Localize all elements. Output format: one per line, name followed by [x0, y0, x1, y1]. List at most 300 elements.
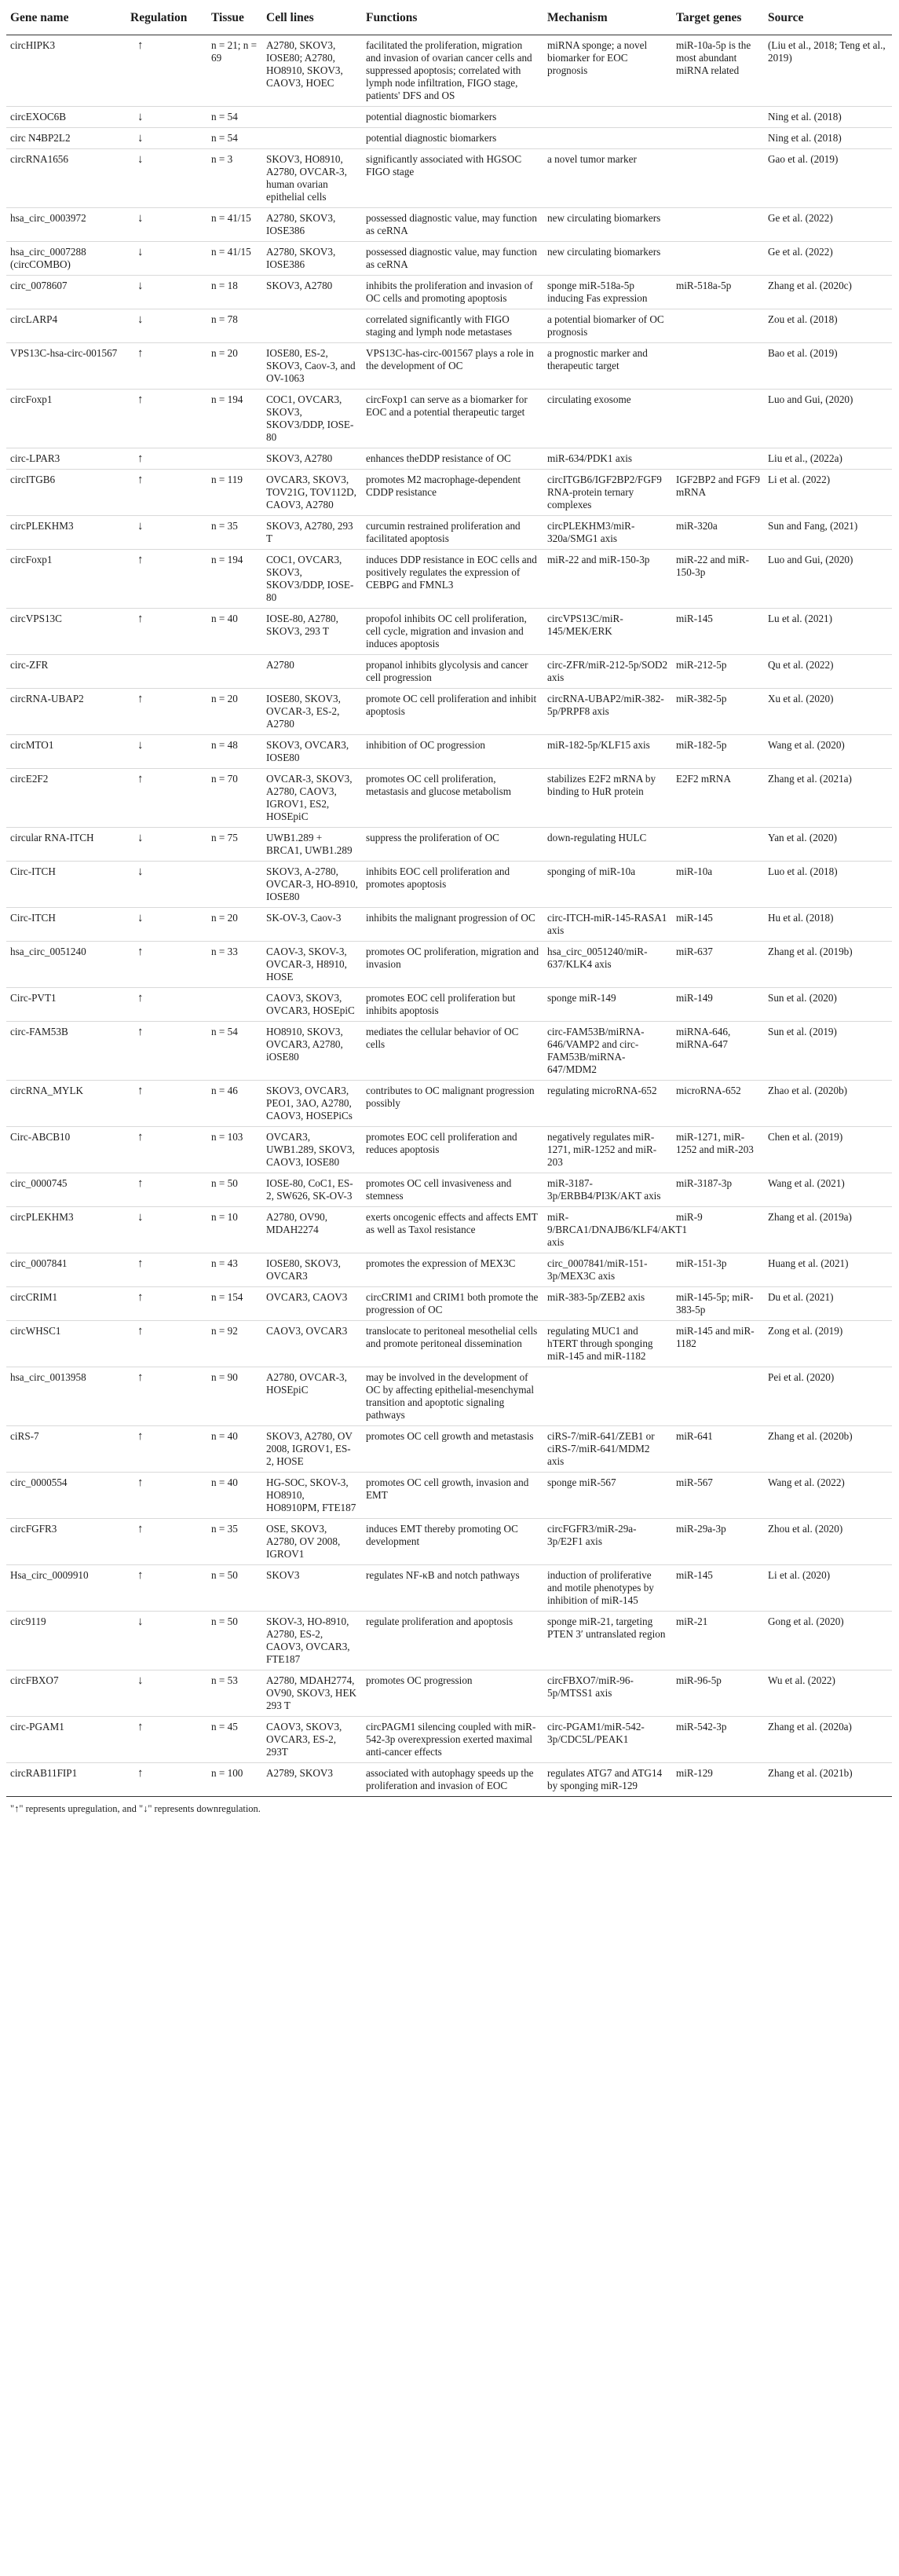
- table-row: [6, 1612, 892, 1670]
- table-row: [6, 128, 892, 149]
- cell-tissue: n = 194: [207, 550, 262, 609]
- cell-mechanism: miR-9/BRCA1/DNAJB6/KLF4/AKT1 axis: [543, 1207, 672, 1253]
- cell-regulation: ↑: [126, 1565, 207, 1612]
- cell-gene-name: circWHSC1: [6, 1321, 126, 1367]
- cell-tissue: n = 41/15: [207, 208, 262, 242]
- header-source: Source: [764, 5, 892, 35]
- cell-tissue: n = 78: [207, 309, 262, 343]
- cell-gene-name: VPS13C-hsa-circ-001567: [6, 343, 126, 390]
- cell-source: Liu et al., (2022a): [764, 448, 892, 470]
- table-row: [6, 550, 892, 609]
- cell-functions: curcumin restrained proliferation and facilitated apoptosis: [362, 516, 543, 550]
- cell-regulation: ↑: [126, 390, 207, 448]
- cell-mechanism: sponging of miR-10a: [543, 862, 672, 908]
- cell-cell-lines: SKOV3, OVCAR3, IOSE80: [262, 735, 362, 769]
- cell-cell-lines: SKOV3, A2780: [262, 276, 362, 309]
- cell-gene-name: circPLEKHM3: [6, 516, 126, 550]
- cell-functions: promotes EOC cell proliferation but inhibits apoptosis: [362, 988, 543, 1022]
- table-row: [6, 1670, 892, 1717]
- cell-tissue: n = 20: [207, 689, 262, 735]
- cell-mechanism: circ-ZFR/miR-212-5p/SOD2 axis: [543, 655, 672, 689]
- cell-cell-lines: CAOV3, SKOV3, OVCAR3, ES-2, 293T: [262, 1717, 362, 1763]
- cell-target-genes: [672, 448, 764, 470]
- cell-functions: translocate to peritoneal mesothelial cells and promote peritoneal dissemination: [362, 1321, 543, 1367]
- cell-target-genes: [672, 390, 764, 448]
- table-body: [6, 35, 892, 1797]
- cell-functions: promotes OC proliferation, migration and invasion: [362, 942, 543, 988]
- cell-gene-name: circFoxp1: [6, 550, 126, 609]
- cell-source: Luo and Gui, (2020): [764, 390, 892, 448]
- cell-source: Sun et al. (2020): [764, 988, 892, 1022]
- cell-source: Wu et al. (2022): [764, 1670, 892, 1717]
- cell-tissue: [207, 448, 262, 470]
- cell-mechanism: regulates ATG7 and ATG14 by sponging miR-129: [543, 1763, 672, 1797]
- cell-tissue: [207, 655, 262, 689]
- cell-tissue: n = 40: [207, 609, 262, 655]
- cell-regulation: ↓: [126, 276, 207, 309]
- cell-cell-lines: [262, 309, 362, 343]
- cell-regulation: ↑: [126, 448, 207, 470]
- cell-gene-name: Circ-ITCH: [6, 862, 126, 908]
- cell-regulation: ↑: [126, 1173, 207, 1207]
- cell-functions: contributes to OC malignant progression possibly: [362, 1081, 543, 1127]
- table-footnote: "↑" represents upregulation, and "↓" represents downregulation.: [10, 1803, 261, 1814]
- cell-cell-lines: CAOV3, SKOV3, OVCAR3, HOSEpiC: [262, 988, 362, 1022]
- cell-source: Zhou et al. (2020): [764, 1519, 892, 1565]
- cell-gene-name: hsa_circ_0003972: [6, 208, 126, 242]
- cell-tissue: n = 70: [207, 769, 262, 828]
- cell-functions: promotes OC cell growth and metastasis: [362, 1426, 543, 1473]
- cell-cell-lines: [262, 128, 362, 149]
- cell-mechanism: miR-22 and miR-150-3p: [543, 550, 672, 609]
- cell-cell-lines: A2780, SKOV3, IOSE80; A2780, HO8910, SKOV3, CAOV3, HOEC: [262, 35, 362, 107]
- cell-mechanism: new circulating biomarkers: [543, 242, 672, 276]
- table-row: [6, 309, 892, 343]
- cell-regulation: ↑: [126, 1321, 207, 1367]
- cell-regulation: ↑: [126, 1081, 207, 1127]
- cell-tissue: n = 50: [207, 1173, 262, 1207]
- cell-functions: potential diagnostic biomarkers: [362, 107, 543, 128]
- cell-source: Zong et al. (2019): [764, 1321, 892, 1367]
- cell-cell-lines: A2780, SKOV3, IOSE386: [262, 242, 362, 276]
- cell-functions: enhances theDDP resistance of OC: [362, 448, 543, 470]
- cell-functions: exerts oncogenic effects and affects EMT as well as Taxol resistance: [362, 1207, 543, 1253]
- cell-target-genes: miR-145-5p; miR-383-5p: [672, 1287, 764, 1321]
- cell-source: Wang et al. (2020): [764, 735, 892, 769]
- cell-regulation: ↓: [126, 1612, 207, 1670]
- cell-cell-lines: A2780: [262, 655, 362, 689]
- cell-mechanism: circ-FAM53B/miRNA-646/VAMP2 and circ-FAM53B/miRNA-647/MDM2: [543, 1022, 672, 1081]
- cell-target-genes: miR-382-5p: [672, 689, 764, 735]
- cell-gene-name: circ9119: [6, 1612, 126, 1670]
- cell-regulation: ↓: [126, 908, 207, 942]
- table-row: [6, 242, 892, 276]
- cell-functions: inhibition of OC progression: [362, 735, 543, 769]
- cell-target-genes: [672, 149, 764, 208]
- cell-cell-lines: A2780, OVCAR-3, HOSEpiC: [262, 1367, 362, 1426]
- cell-regulation: ↑: [126, 550, 207, 609]
- cell-cell-lines: HO8910, SKOV3, OVCAR3, A2780, iOSE80: [262, 1022, 362, 1081]
- cell-source: Luo et al. (2018): [764, 862, 892, 908]
- cell-regulation: ↑: [126, 1717, 207, 1763]
- cell-cell-lines: [262, 107, 362, 128]
- table-row: [6, 689, 892, 735]
- cell-functions: facilitated the proliferation, migration and invasion of ovarian cancer cells and suppressed apoptosis; correlated with lymph node infiltration, FIGO stage, patients' DFS and OS: [362, 35, 543, 107]
- cell-gene-name: circ-PGAM1: [6, 1717, 126, 1763]
- cell-target-genes: [672, 343, 764, 390]
- cell-source: Bao et al. (2019): [764, 343, 892, 390]
- table-row: [6, 448, 892, 470]
- cell-tissue: n = 40: [207, 1473, 262, 1519]
- cell-gene-name: circE2F2: [6, 769, 126, 828]
- cell-mechanism: circRNA-UBAP2/miR-382-5p/PRPF8 axis: [543, 689, 672, 735]
- cell-tissue: n = 54: [207, 107, 262, 128]
- cell-cell-lines: SKOV3, A2780, 293 T: [262, 516, 362, 550]
- cell-source: Ge et al. (2022): [764, 242, 892, 276]
- cell-tissue: n = 46: [207, 1081, 262, 1127]
- cell-target-genes: miR-212-5p: [672, 655, 764, 689]
- cell-regulation: ↑: [126, 1127, 207, 1173]
- cell-source: Zhang et al. (2019a): [764, 1207, 892, 1253]
- table-row: [6, 1207, 892, 1253]
- cell-mechanism: miR-3187-3p/ERBB4/PI3K/AKT axis: [543, 1173, 672, 1207]
- cell-gene-name: circ-ZFR: [6, 655, 126, 689]
- cell-functions: promotes OC cell growth, invasion and EMT: [362, 1473, 543, 1519]
- cell-source: Ning et al. (2018): [764, 128, 892, 149]
- cell-gene-name: circRAB11FIP1: [6, 1763, 126, 1797]
- cell-target-genes: miR-145: [672, 908, 764, 942]
- cell-tissue: n = 33: [207, 942, 262, 988]
- cell-target-genes: miR-129: [672, 1763, 764, 1797]
- cell-mechanism: [543, 107, 672, 128]
- cell-target-genes: miR-145: [672, 609, 764, 655]
- cell-regulation: ↓: [126, 149, 207, 208]
- cell-target-genes: microRNA-652: [672, 1081, 764, 1127]
- cell-gene-name: circ_0000554: [6, 1473, 126, 1519]
- cell-regulation: ↓: [126, 735, 207, 769]
- cell-target-genes: miR-320a: [672, 516, 764, 550]
- cell-target-genes: miR-637: [672, 942, 764, 988]
- table-row: [6, 988, 892, 1022]
- cell-source: Zhang et al. (2021b): [764, 1763, 892, 1797]
- cell-cell-lines: SKOV3, A2780: [262, 448, 362, 470]
- cell-regulation: ↓: [126, 516, 207, 550]
- cell-mechanism: [543, 128, 672, 149]
- cell-regulation: ↑: [126, 769, 207, 828]
- cell-source: Lu et al. (2021): [764, 609, 892, 655]
- cell-source: Zhang et al. (2020c): [764, 276, 892, 309]
- cell-cell-lines: IOSE80, SKOV3, OVCAR3: [262, 1253, 362, 1287]
- cell-functions: inhibits EOC cell proliferation and promotes apoptosis: [362, 862, 543, 908]
- cell-mechanism: circITGB6/IGF2BP2/FGF9 RNA-protein ternary complexes: [543, 470, 672, 516]
- cell-tissue: [207, 862, 262, 908]
- cell-mechanism: circPLEKHM3/miR-320a/SMG1 axis: [543, 516, 672, 550]
- cell-source: Pei et al. (2020): [764, 1367, 892, 1426]
- cell-cell-lines: SKOV3, A2780, OV 2008, IGROV1, ES-2, HOSE: [262, 1426, 362, 1473]
- cell-cell-lines: IOSE80, ES-2, SKOV3, Caov-3, and OV-1063: [262, 343, 362, 390]
- cell-regulation: ↑: [126, 609, 207, 655]
- table-row: [6, 1717, 892, 1763]
- cell-source: Yan et al. (2020): [764, 828, 892, 862]
- cell-tissue: n = 35: [207, 516, 262, 550]
- table-row: [6, 1173, 892, 1207]
- cell-regulation: ↓: [126, 309, 207, 343]
- cell-tissue: n = 103: [207, 1127, 262, 1173]
- cell-target-genes: miR-22 and miR-150-3p: [672, 550, 764, 609]
- cell-functions: promotes OC cell proliferation, metastasis and glucose metabolism: [362, 769, 543, 828]
- cell-cell-lines: A2780, OV90, MDAH2274: [262, 1207, 362, 1253]
- cell-cell-lines: SKOV3, A-2780, OVCAR-3, HO-8910, IOSE80: [262, 862, 362, 908]
- cell-cell-lines: IOSE-80, CoC1, ES-2, SW626, SK-OV-3: [262, 1173, 362, 1207]
- cell-functions: regulates NF-κB and notch pathways: [362, 1565, 543, 1612]
- cell-source: Ge et al. (2022): [764, 208, 892, 242]
- cell-target-genes: miR-1271, miR-1252 and miR-203: [672, 1127, 764, 1173]
- cell-source: Zou et al. (2018): [764, 309, 892, 343]
- cell-mechanism: circ-ITCH-miR-145-RASA1 axis: [543, 908, 672, 942]
- cell-functions: may be involved in the development of OC by affecting epithelial-mesenchymal transition and apoptotic signaling pathways: [362, 1367, 543, 1426]
- cell-gene-name: circ-LPAR3: [6, 448, 126, 470]
- table-row: [6, 107, 892, 128]
- cell-functions: inhibits the malignant progression of OC: [362, 908, 543, 942]
- cell-tissue: n = 92: [207, 1321, 262, 1367]
- table-row: [6, 1565, 892, 1612]
- cell-regulation: ↓: [126, 208, 207, 242]
- cell-tissue: n = 21; n = 69: [207, 35, 262, 107]
- cell-regulation: ↑: [126, 689, 207, 735]
- cell-gene-name: circMTO1: [6, 735, 126, 769]
- cell-target-genes: IGF2BP2 and FGF9 mRNA: [672, 470, 764, 516]
- cell-regulation: ↑: [126, 1287, 207, 1321]
- cell-regulation: ↑: [126, 1253, 207, 1287]
- cell-source: Zhang et al. (2020b): [764, 1426, 892, 1473]
- cell-target-genes: miR-145: [672, 1565, 764, 1612]
- cell-target-genes: miR-145 and miR-1182: [672, 1321, 764, 1367]
- cell-cell-lines: OVCAR-3, SKOV3, A2780, CAOV3, IGROV1, ES2, HOSEpiC: [262, 769, 362, 828]
- cell-cell-lines: SK-OV-3, Caov-3: [262, 908, 362, 942]
- header-mechanism: Mechanism: [543, 5, 672, 35]
- cell-tissue: n = 90: [207, 1367, 262, 1426]
- cell-mechanism: a potential biomarker of OC prognosis: [543, 309, 672, 343]
- cell-mechanism: sponge miR-567: [543, 1473, 672, 1519]
- cell-source: Sun and Fang, (2021): [764, 516, 892, 550]
- cell-functions: associated with autophagy speeds up the proliferation and invasion of EOC: [362, 1763, 543, 1797]
- cell-cell-lines: SKOV-3, HO-8910, A2780, ES-2, CAOV3, OVCAR3, FTE187: [262, 1612, 362, 1670]
- cell-target-genes: miR-149: [672, 988, 764, 1022]
- cell-mechanism: circ_0007841/miR-151-3p/MEX3C axis: [543, 1253, 672, 1287]
- table-row: [6, 908, 892, 942]
- cell-tissue: [207, 988, 262, 1022]
- cell-mechanism: miR-634/PDK1 axis: [543, 448, 672, 470]
- header-gene-name: Gene name: [6, 5, 126, 35]
- cell-functions: promotes OC cell invasiveness and stemness: [362, 1173, 543, 1207]
- cell-mechanism: down-regulating HULC: [543, 828, 672, 862]
- cell-gene-name: hsa_circ_0007288 (circCOMBO): [6, 242, 126, 276]
- table-row: [6, 655, 892, 689]
- cell-source: Zhang et al. (2020a): [764, 1717, 892, 1763]
- cell-tissue: n = 154: [207, 1287, 262, 1321]
- header-cell-lines: Cell lines: [262, 5, 362, 35]
- table-row: [6, 1321, 892, 1367]
- cell-gene-name: Hsa_circ_0009910: [6, 1565, 126, 1612]
- cell-functions: induces DDP resistance in EOC cells and positively regulates the expression of CEBPG and FMNL3: [362, 550, 543, 609]
- cell-regulation: ↑: [126, 343, 207, 390]
- cell-cell-lines: UWB1.289 + BRCA1, UWB1.289: [262, 828, 362, 862]
- cell-regulation: ↓: [126, 862, 207, 908]
- header-functions: Functions: [362, 5, 543, 35]
- cell-mechanism: stabilizes E2F2 mRNA by binding to HuR protein: [543, 769, 672, 828]
- cell-mechanism: circ-PGAM1/miR-542-3p/CDC5L/PEAK1: [543, 1717, 672, 1763]
- cell-target-genes: miR-3187-3p: [672, 1173, 764, 1207]
- cell-functions: promote OC cell proliferation and inhibit apoptosis: [362, 689, 543, 735]
- cell-target-genes: miR-21: [672, 1612, 764, 1670]
- cell-mechanism: negatively regulates miR-1271, miR-1252 and miR-203: [543, 1127, 672, 1173]
- cell-regulation: ↓: [126, 242, 207, 276]
- cell-mechanism: circFBXO7/miR-96-5p/MTSS1 axis: [543, 1670, 672, 1717]
- table-row: [6, 1763, 892, 1797]
- table-row: [6, 862, 892, 908]
- cell-source: Qu et al. (2022): [764, 655, 892, 689]
- cell-target-genes: [672, 309, 764, 343]
- cell-functions: suppress the proliferation of OC: [362, 828, 543, 862]
- cell-gene-name: circITGB6: [6, 470, 126, 516]
- cell-gene-name: circPLEKHM3: [6, 1207, 126, 1253]
- cell-target-genes: miR-542-3p: [672, 1717, 764, 1763]
- cell-gene-name: circVPS13C: [6, 609, 126, 655]
- table-row: [6, 35, 892, 107]
- cell-gene-name: circular RNA-ITCH: [6, 828, 126, 862]
- cell-cell-lines: A2780, MDAH2774, OV90, SKOV3, HEK 293 T: [262, 1670, 362, 1717]
- cell-functions: circPAGM1 silencing coupled with miR-542-3p overexpression exerted maximal anti-cancer effects: [362, 1717, 543, 1763]
- cell-mechanism: new circulating biomarkers: [543, 208, 672, 242]
- cell-target-genes: miR-96-5p: [672, 1670, 764, 1717]
- cell-functions: promotes OC progression: [362, 1670, 543, 1717]
- cell-source: Sun et al. (2019): [764, 1022, 892, 1081]
- cell-source: Gong et al. (2020): [764, 1612, 892, 1670]
- cell-gene-name: ciRS-7: [6, 1426, 126, 1473]
- cell-cell-lines: OSE, SKOV3, A2780, OV 2008, IGROV1: [262, 1519, 362, 1565]
- table-row: [6, 942, 892, 988]
- cell-target-genes: miR-10a: [672, 862, 764, 908]
- table-row: [6, 149, 892, 208]
- cell-mechanism: a prognostic marker and therapeutic target: [543, 343, 672, 390]
- cell-tissue: n = 40: [207, 1426, 262, 1473]
- cell-gene-name: circ N4BP2L2: [6, 128, 126, 149]
- cell-mechanism: miRNA sponge; a novel biomarker for EOC prognosis: [543, 35, 672, 107]
- header-target-genes: Target genes: [672, 5, 764, 35]
- cell-cell-lines: COC1, OVCAR3, SKOV3, SKOV3/DDP, IOSE-80: [262, 550, 362, 609]
- cell-target-genes: [672, 1367, 764, 1426]
- circrna-table: [6, 5, 892, 1797]
- cell-regulation: ↑: [126, 1367, 207, 1426]
- cell-mechanism: induction of proliferative and motile phenotypes by inhibition of miR-145: [543, 1565, 672, 1612]
- cell-mechanism: circFGFR3/miR-29a-3p/E2F1 axis: [543, 1519, 672, 1565]
- cell-regulation: [126, 655, 207, 689]
- cell-source: Hu et al. (2018): [764, 908, 892, 942]
- table-row: [6, 1127, 892, 1173]
- cell-mechanism: hsa_circ_0051240/miR-637/KLK4 axis: [543, 942, 672, 988]
- cell-target-genes: [672, 107, 764, 128]
- cell-regulation: ↑: [126, 1426, 207, 1473]
- table-row: [6, 1519, 892, 1565]
- cell-target-genes: miR-182-5p: [672, 735, 764, 769]
- cell-gene-name: circFGFR3: [6, 1519, 126, 1565]
- cell-target-genes: miR-151-3p: [672, 1253, 764, 1287]
- cell-mechanism: regulating MUC1 and hTERT through sponging miR-145 and miR-1182: [543, 1321, 672, 1367]
- cell-source: Li et al. (2022): [764, 470, 892, 516]
- cell-tissue: n = 35: [207, 1519, 262, 1565]
- cell-cell-lines: OVCAR3, UWB1.289, SKOV3, CAOV3, IOSE80: [262, 1127, 362, 1173]
- cell-tissue: n = 20: [207, 343, 262, 390]
- cell-gene-name: Circ-PVT1: [6, 988, 126, 1022]
- cell-regulation: ↑: [126, 35, 207, 107]
- cell-mechanism: sponge miR-518a-5p inducing Fas expression: [543, 276, 672, 309]
- cell-mechanism: miR-383-5p/ZEB2 axis: [543, 1287, 672, 1321]
- table-row: [6, 735, 892, 769]
- cell-mechanism: circVPS13C/miR-145/MEK/ERK: [543, 609, 672, 655]
- cell-functions: possessed diagnostic value, may function as ceRNA: [362, 208, 543, 242]
- cell-gene-name: circ-FAM53B: [6, 1022, 126, 1081]
- table-row: [6, 769, 892, 828]
- cell-regulation: ↑: [126, 1473, 207, 1519]
- cell-regulation: ↑: [126, 1022, 207, 1081]
- cell-gene-name: circ_0078607: [6, 276, 126, 309]
- cell-cell-lines: SKOV3, HO8910, A2780, OVCAR-3, human ovarian epithelial cells: [262, 149, 362, 208]
- cell-functions: correlated significantly with FIGO staging and lymph node metastases: [362, 309, 543, 343]
- cell-tissue: n = 41/15: [207, 242, 262, 276]
- cell-functions: significantly associated with HGSOC FIGO stage: [362, 149, 543, 208]
- table-row: [6, 1473, 892, 1519]
- table-row: [6, 1367, 892, 1426]
- cell-target-genes: miR-9: [672, 1207, 764, 1253]
- cell-regulation: ↓: [126, 107, 207, 128]
- cell-cell-lines: OVCAR3, CAOV3: [262, 1287, 362, 1321]
- cell-target-genes: miR-518a-5p: [672, 276, 764, 309]
- cell-functions: propanol inhibits glycolysis and cancer cell progression: [362, 655, 543, 689]
- cell-cell-lines: CAOV3, OVCAR3: [262, 1321, 362, 1367]
- cell-tissue: n = 100: [207, 1763, 262, 1797]
- cell-tissue: n = 10: [207, 1207, 262, 1253]
- cell-source: Li et al. (2020): [764, 1565, 892, 1612]
- cell-gene-name: circHIPK3: [6, 35, 126, 107]
- cell-target-genes: miR-567: [672, 1473, 764, 1519]
- table-row: [6, 516, 892, 550]
- cell-cell-lines: CAOV-3, SKOV-3, OVCAR-3, H8910, HOSE: [262, 942, 362, 988]
- cell-regulation: ↑: [126, 470, 207, 516]
- cell-source: Wang et al. (2022): [764, 1473, 892, 1519]
- cell-tissue: n = 20: [207, 908, 262, 942]
- cell-cell-lines: IOSE-80, A2780, SKOV3, 293 T: [262, 609, 362, 655]
- cell-functions: circFoxp1 can serve as a biomarker for EOC and a potential therapeutic target: [362, 390, 543, 448]
- cell-regulation: ↑: [126, 942, 207, 988]
- table-row: [6, 609, 892, 655]
- cell-functions: VPS13C-has-circ-001567 plays a role in the development of OC: [362, 343, 543, 390]
- cell-functions: inhibits the proliferation and invasion of OC cells and promoting apoptosis: [362, 276, 543, 309]
- cell-tissue: n = 54: [207, 128, 262, 149]
- cell-target-genes: [672, 242, 764, 276]
- cell-functions: induces EMT thereby promoting OC development: [362, 1519, 543, 1565]
- cell-regulation: ↑: [126, 1763, 207, 1797]
- cell-gene-name: circRNA-UBAP2: [6, 689, 126, 735]
- cell-tissue: n = 45: [207, 1717, 262, 1763]
- cell-source: (Liu et al., 2018; Teng et al., 2019): [764, 35, 892, 107]
- cell-target-genes: E2F2 mRNA: [672, 769, 764, 828]
- cell-cell-lines: A2780, SKOV3, IOSE386: [262, 208, 362, 242]
- cell-tissue: n = 48: [207, 735, 262, 769]
- table-header-row: [6, 5, 892, 35]
- cell-gene-name: hsa_circ_0051240: [6, 942, 126, 988]
- cell-source: Huang et al. (2021): [764, 1253, 892, 1287]
- cell-tissue: n = 194: [207, 390, 262, 448]
